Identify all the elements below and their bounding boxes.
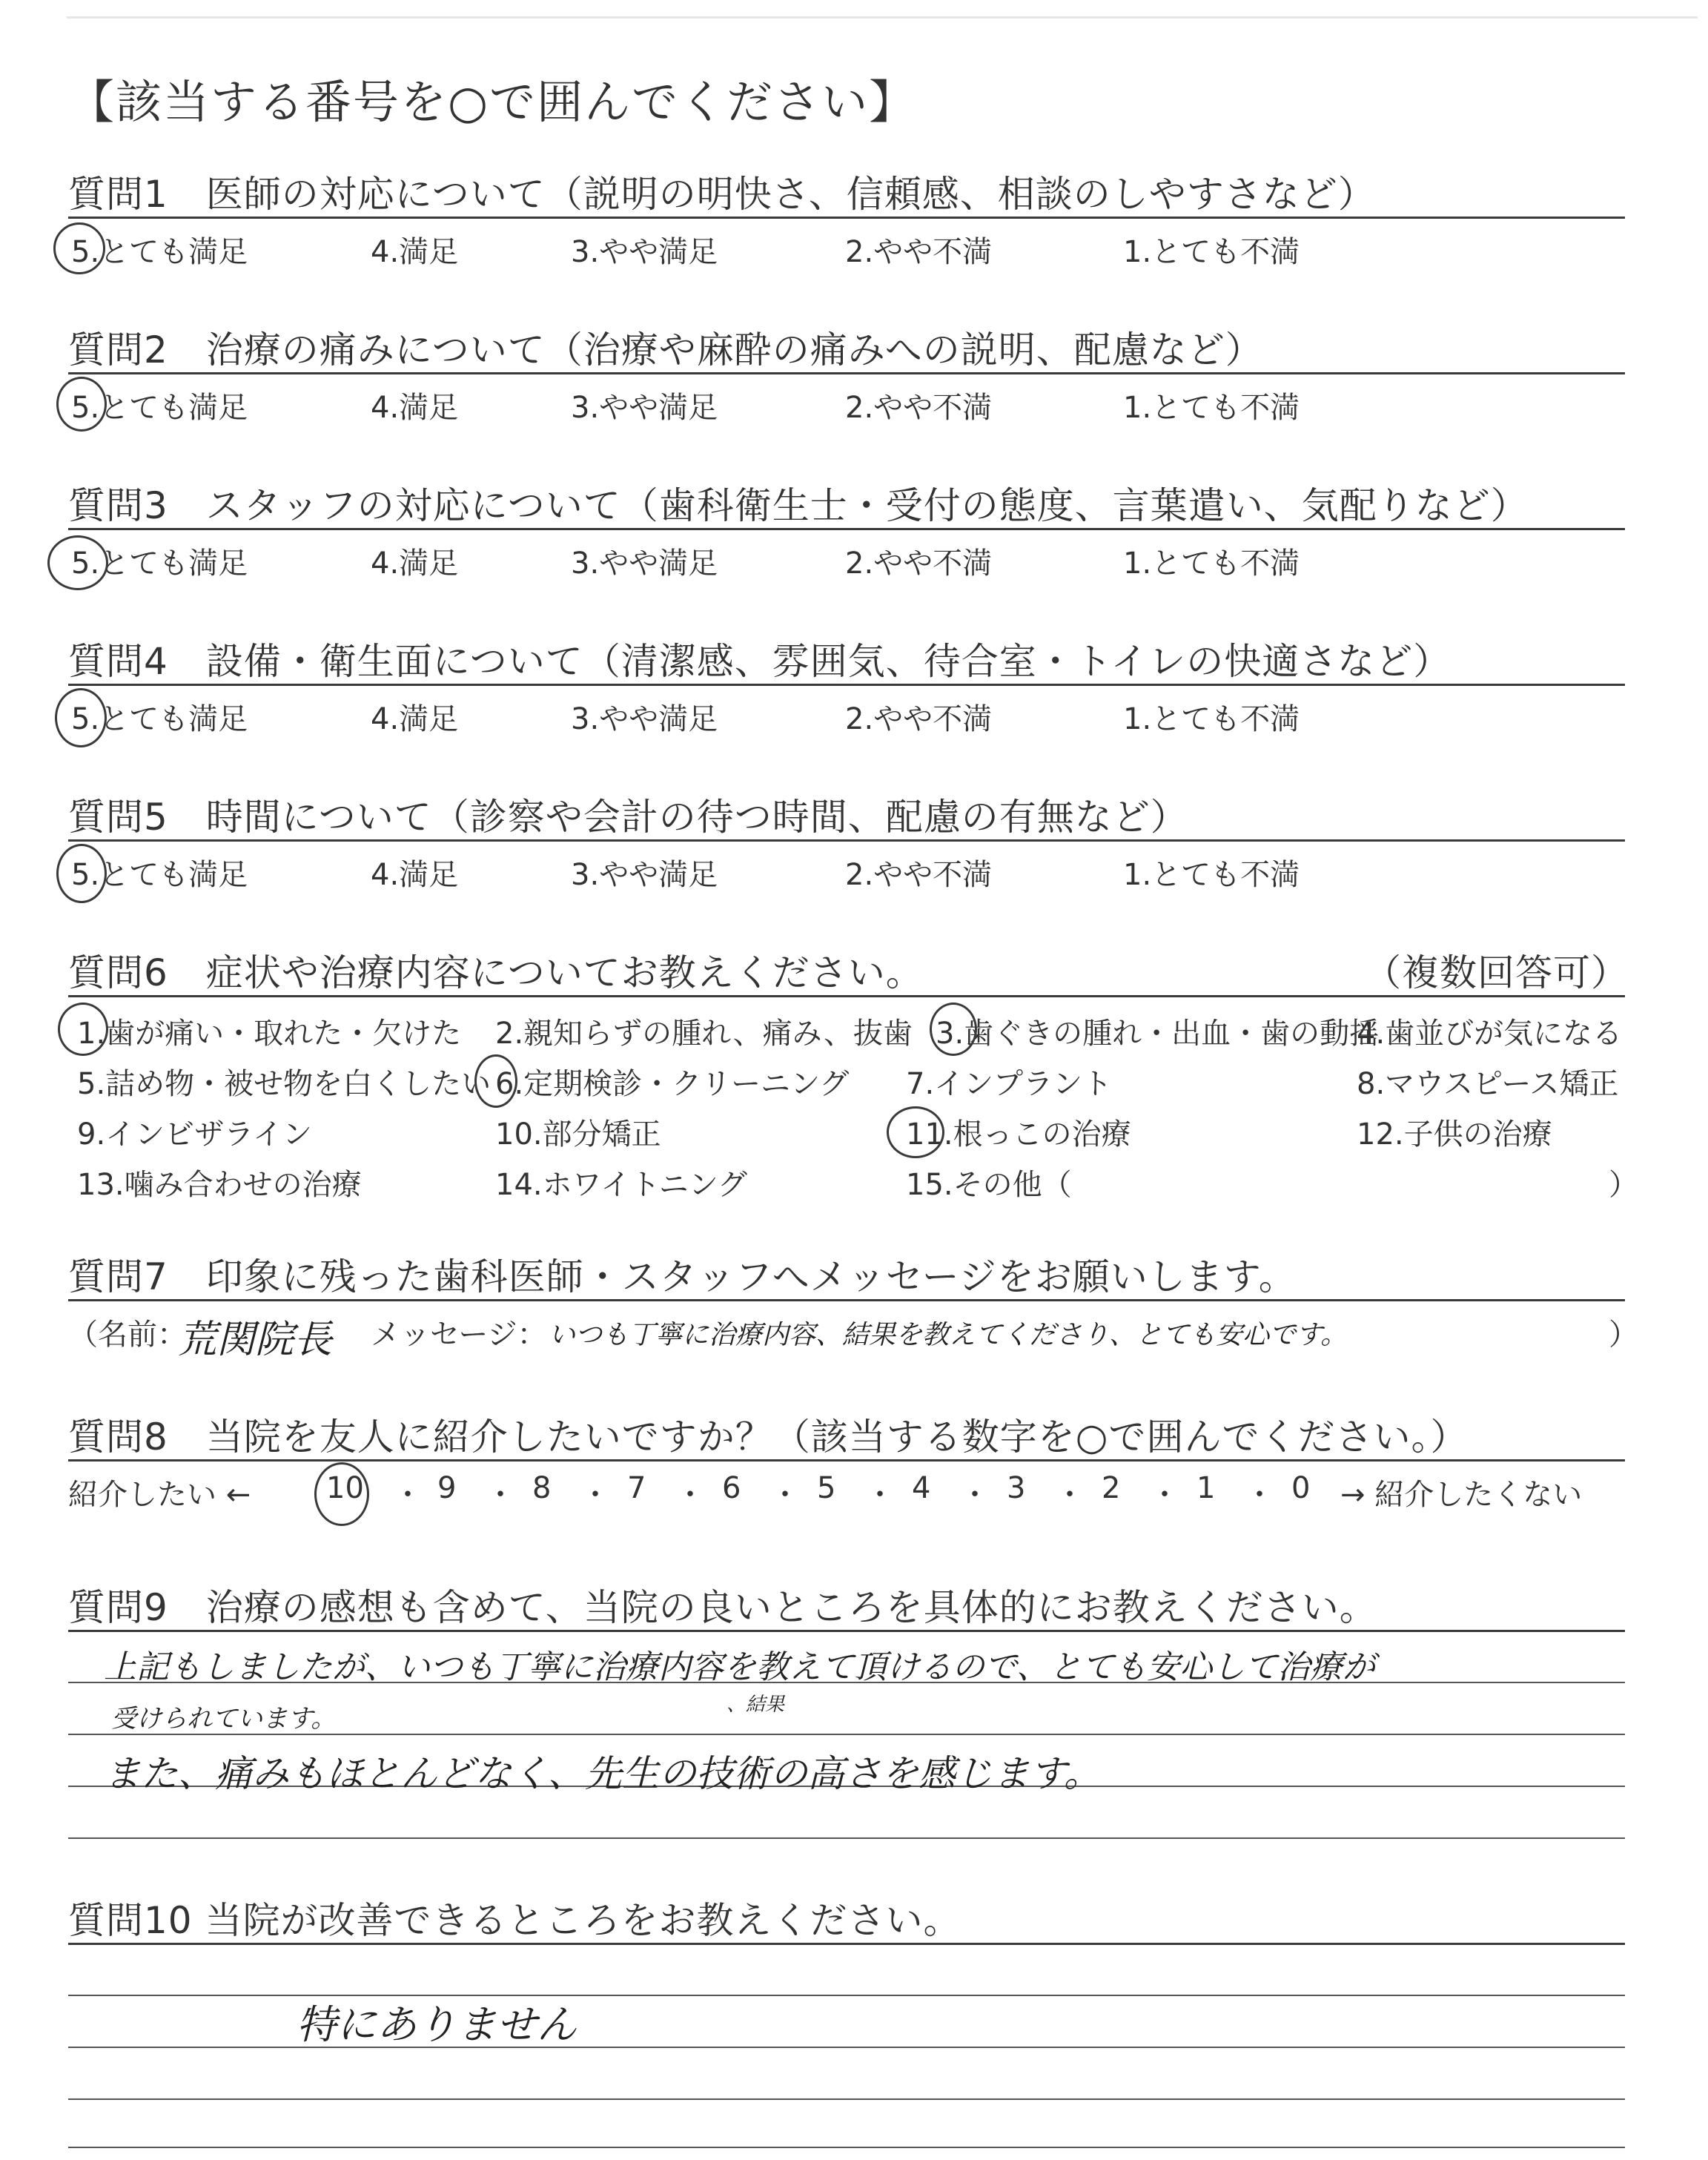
option-3[interactable]: 3.やや満足 [571,391,718,425]
option-5[interactable]: 5.とても満足 [71,858,248,892]
option-1[interactable]: 1.とても不満 [1123,391,1300,425]
page-heading: 【該当する番号を○で囲んでください】 [68,75,917,129]
symptom-11[interactable]: 11.根っこの治療 [906,1117,1131,1152]
option-1[interactable]: 1.とても不満 [1123,702,1300,736]
question-7-rule [68,1299,1625,1301]
scale-dot: ・ [486,1478,515,1512]
score-4[interactable]: 4 [912,1471,931,1505]
option-1[interactable]: 1.とても不満 [1123,858,1300,892]
question-1-title: 質問1 医師の対応について（説明の明快さ、信頼感、相談のしやすさなど） [68,173,1376,216]
score-6[interactable]: 6 [722,1471,741,1505]
option-5[interactable]: 5.とても満足 [71,235,248,269]
option-2[interactable]: 2.やや不満 [845,702,993,736]
option-1[interactable]: 1.とても不満 [1123,546,1300,581]
scale-dot: ・ [770,1478,800,1512]
option-4[interactable]: 4.満足 [371,702,459,736]
option-2[interactable]: 2.やや不満 [845,235,993,269]
symptom-9[interactable]: 9.インビザライン [77,1117,312,1152]
question-7-title: 質問7 印象に残った歯科医師・スタッフへメッセージをお願いします。 [68,1255,1297,1298]
score-0[interactable]: 0 [1291,1471,1311,1505]
question-10-rule [68,1943,1625,1945]
selection-circle-10 [314,1462,369,1526]
option-3[interactable]: 3.やや満足 [571,702,718,736]
selection-circle [47,535,108,590]
symptom-8[interactable]: 8.マウスピース矯正 [1357,1067,1619,1101]
selection-circle-6 [474,1054,517,1108]
recommend-left-label: 紹介したい ← [68,1478,251,1512]
scale-dot: ・ [960,1478,990,1512]
question-8-rule [68,1459,1625,1462]
symptom-4[interactable]: 4.歯並びが気になる [1357,1017,1623,1051]
option-4[interactable]: 4.満足 [371,858,459,892]
question-1-rule [68,217,1625,219]
option-3[interactable]: 3.やや満足 [571,546,718,581]
score-9[interactable]: 9 [437,1471,457,1505]
symptom-13[interactable]: 13.噛み合わせの治療 [77,1168,362,1202]
scale-dot: ・ [865,1478,895,1512]
option-4[interactable]: 4.満足 [371,235,459,269]
symptom-5[interactable]: 5.詰め物・被せ物を白くしたい [77,1067,491,1101]
option-2[interactable]: 2.やや不満 [845,858,993,892]
good-points-line-3[interactable]: また、痛みもほとんどなく、先生の技術の高さを感じます。 [104,1752,1101,1795]
selection-circle [55,688,107,747]
multiple-answer-note: （複数回答可） [1364,951,1629,994]
symptom-6[interactable]: 6.定期検診・クリーニング [495,1067,850,1101]
symptom-2[interactable]: 2.親知らずの腫れ、痛み、抜歯 [495,1017,913,1051]
good-points-line-2[interactable]: 受けられています。 [111,1704,337,1734]
question-6-rule [68,995,1625,997]
symptom-12[interactable]: 12.子供の治療 [1357,1117,1552,1152]
selection-circle [56,377,107,432]
question-5-title: 質問5 時間について（診察や会計の待つ時間、配慮の有無など） [68,796,1188,839]
scale-dot: ・ [1055,1478,1085,1512]
selection-circle [56,844,107,903]
score-2[interactable]: 2 [1102,1471,1121,1505]
symptom-10[interactable]: 10.部分矯正 [495,1117,661,1152]
option-4[interactable]: 4.満足 [371,546,459,581]
other-close-paren: ） [1609,1168,1638,1202]
question-4-rule [68,684,1625,686]
score-8[interactable]: 8 [532,1471,552,1505]
score-5[interactable]: 5 [817,1471,836,1505]
option-3[interactable]: 3.やや満足 [571,858,718,892]
question-4-title: 質問4 設備・衛生面について（清潔感、雰囲気、待合室・トイレの快適さなど） [68,640,1452,683]
option-2[interactable]: 2.やや不満 [845,546,993,581]
answer-line [68,2147,1625,2148]
scale-dot: ・ [580,1478,610,1512]
score-1[interactable]: 1 [1196,1471,1216,1505]
good-points-line-1[interactable]: 上記もしましたが、いつも丁寧に治療内容を教えて頂けるので、とても安心して治療が [104,1648,1376,1686]
scale-dot: ・ [393,1478,423,1512]
answer-line [68,1837,1625,1839]
question-2-title: 質問2 治療の痛みについて（治療や麻酔の痛みへの説明、配慮など） [68,328,1263,371]
scale-dot: ・ [675,1478,705,1512]
question-9-rule [68,1630,1625,1632]
symptom-14[interactable]: 14.ホワイトニング [495,1168,748,1202]
top-border [67,16,1698,19]
message-close-paren: ） [1609,1318,1638,1352]
improvement-answer[interactable]: 特にありません [297,2001,577,2048]
score-3[interactable]: 3 [1007,1471,1026,1505]
symptom-1[interactable]: 1.歯が痛い・取れた・欠けた [77,1017,462,1051]
selection-circle [53,222,105,274]
score-7[interactable]: 7 [627,1471,646,1505]
question-5-rule [68,839,1625,842]
message-label: メッセージ： [371,1318,547,1352]
option-5[interactable]: 5.とても満足 [71,702,248,736]
option-4[interactable]: 4.満足 [371,391,459,425]
question-3-rule [68,528,1625,530]
option-5[interactable]: 5.とても満足 [71,546,248,581]
symptom-3[interactable]: 3.歯ぐきの腫れ・出血・歯の動揺 [936,1017,1380,1051]
symptom-7[interactable]: 7.インプラント [906,1067,1113,1101]
recommend-right-label: → 紹介したくない [1340,1478,1583,1512]
name-label: （名前： [68,1318,187,1352]
selection-circle-3 [930,1003,977,1056]
option-3[interactable]: 3.やや満足 [571,235,718,269]
option-2[interactable]: 2.やや不満 [845,391,993,425]
symptom-15[interactable]: 15.その他（ [906,1168,1072,1202]
scale-dot: ・ [1150,1478,1179,1512]
selection-circle-1 [58,1003,108,1056]
score-10[interactable]: 10 [326,1471,364,1505]
question-8-title: 質問8 当院を友人に紹介したいですか？（該当する数字を○で囲んでください。） [68,1416,1469,1459]
insertion-note: 、結果 [726,1694,785,1716]
option-5[interactable]: 5.とても満足 [71,391,248,425]
question-9-title: 質問9 治療の感想も含めて、当院の良いところを具体的にお教えください。 [68,1586,1377,1629]
scale-dot: ・ [1245,1478,1274,1512]
question-10-title: 質問10 当院が改善できるところをお教えください。 [68,1899,961,1942]
name-value[interactable]: 荒関院長 [178,1318,333,1362]
answer-line [68,2098,1625,2100]
message-value[interactable]: いつも丁寧に治療内容、結果を教えてくださり、とても安心です。 [549,1320,1348,1350]
question-2-rule [68,372,1625,374]
question-6-title: 質問6 症状や治療内容についてお教えください。 [68,951,924,994]
question-3-title: 質問3 スタッフの対応について（歯科衛生士・受付の態度、言葉遣い、気配りなど） [68,484,1529,527]
selection-circle-11 [887,1106,944,1158]
option-1[interactable]: 1.とても不満 [1123,235,1300,269]
